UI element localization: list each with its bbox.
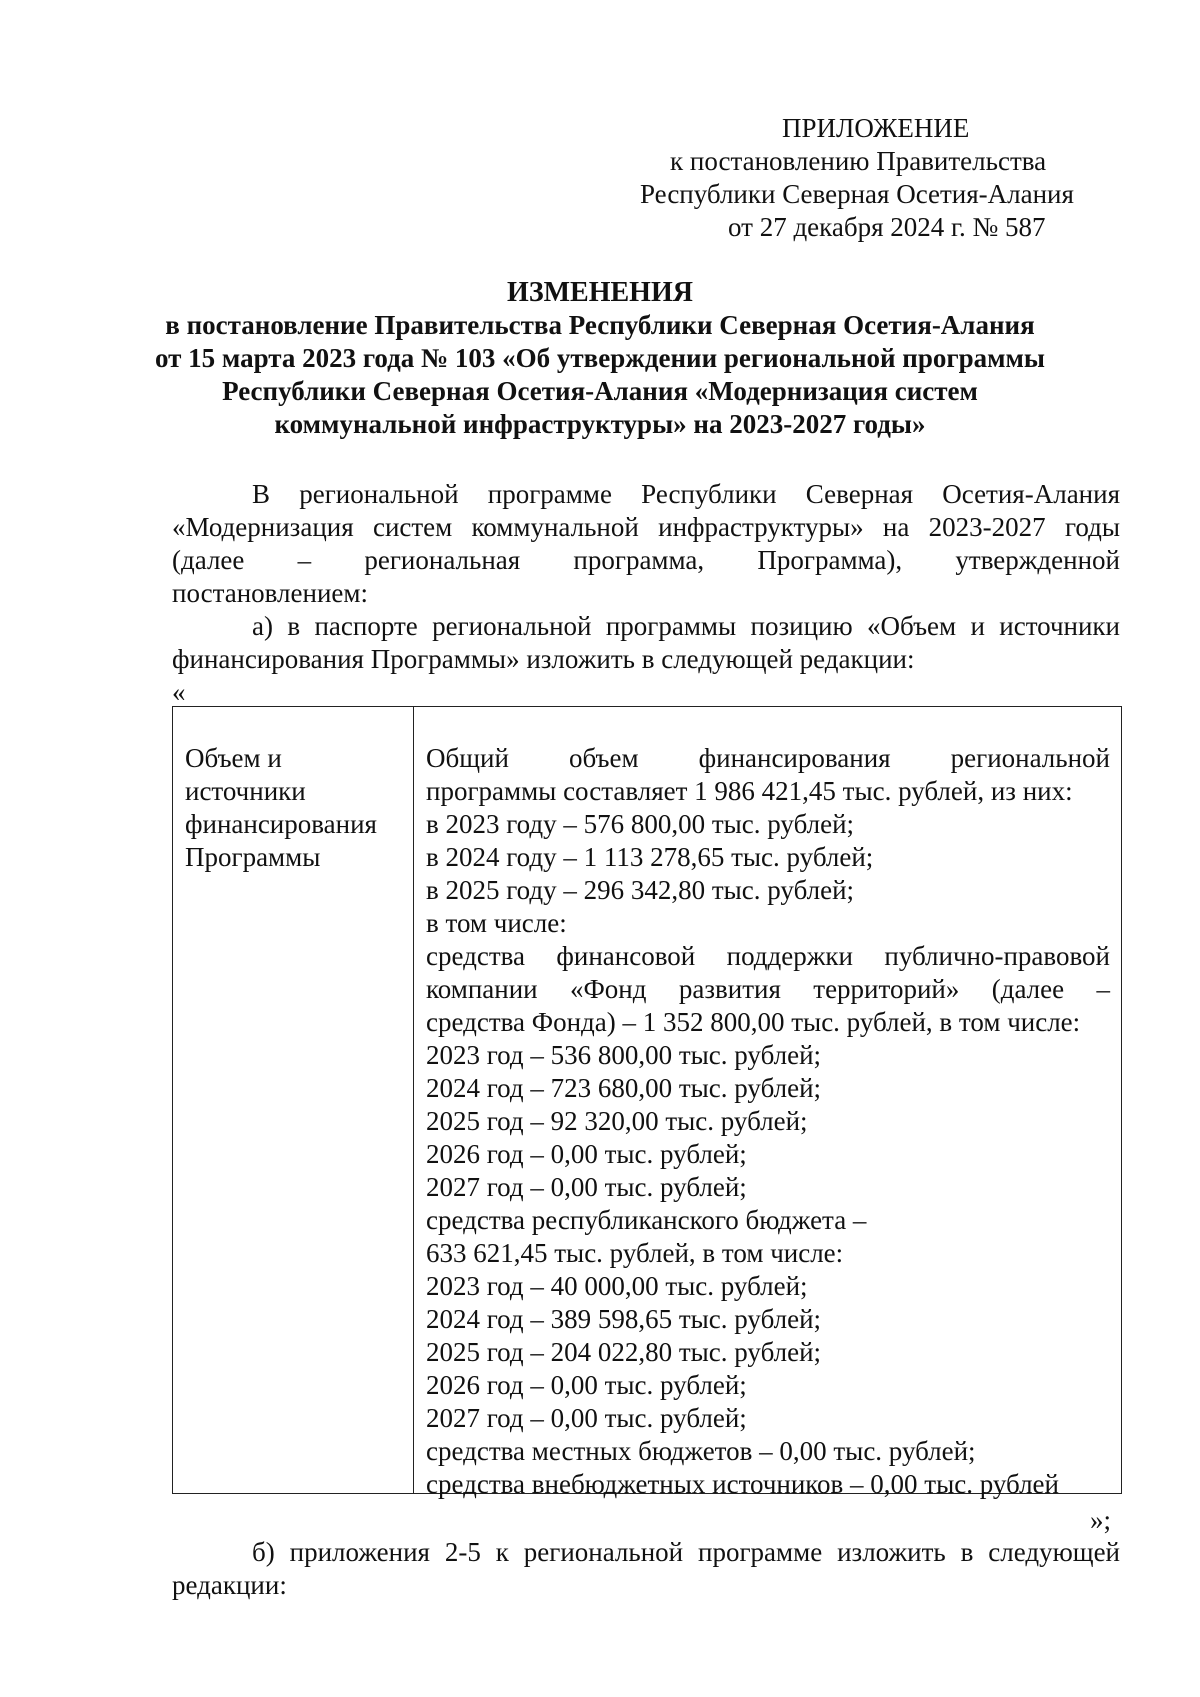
paragraph-a [172, 610, 1120, 676]
value-line: 2023 год – 536 800,00 тыс. рублей; [426, 1040, 822, 1070]
paragraph-line: постановлением: [172, 578, 368, 608]
intro-paragraph [172, 478, 1120, 610]
label-line: Программы [185, 842, 321, 872]
paragraph-line: (далее – региональная программа, Программа), утвержденной [172, 545, 1120, 575]
value-line: 2025 год – 204 022,80 тыс. рублей; [426, 1337, 822, 1367]
opening-quote-mark: « [172, 677, 186, 707]
value-line: 2025 год – 92 320,00 тыс. рублей; [426, 1106, 808, 1136]
value-line: 2026 год – 0,00 тыс. рублей; [426, 1370, 747, 1400]
value-line: в том числе: [426, 908, 567, 938]
paragraph-line: В региональной программе Республики Северная Осетия-Алания [252, 479, 1120, 509]
value-line: 2027 год – 0,00 тыс. рублей; [426, 1172, 747, 1202]
title-line: коммунальной инфраструктуры» на 2023-2027 годы» [274, 409, 926, 439]
document-title [150, 276, 1050, 441]
value-line: средства республиканского бюджета – [426, 1205, 867, 1235]
label-line: Объем и [185, 743, 282, 773]
financing-table [172, 706, 1122, 1499]
value-line: средства внебюджетных источников – 0,00 тыс. рублей [426, 1469, 1059, 1499]
appendix-date-number: от 27 декабря 2024 г. № 587 [728, 212, 1046, 242]
opening-quote [172, 676, 1120, 709]
paragraph-line: а) в паспорте региональной программы позицию «Объем и источники [252, 611, 1120, 641]
value-line: 2023 год – 40 000,00 тыс. рублей; [426, 1271, 808, 1301]
value-line: средства местных бюджетов – 0,00 тыс. рублей; [426, 1436, 976, 1466]
appendix-republic: Республики Северная Осетия-Алания [640, 179, 1074, 209]
value-line: 633 621,45 тыс. рублей, в том числе: [426, 1238, 844, 1268]
value-line: 2026 год – 0,00 тыс. рублей; [426, 1139, 747, 1169]
appendix-reference: к постановлению Правительства [670, 146, 1047, 176]
value-line: средства Фонда) – 1 352 800,00 тыс. рублей, в том числе: [426, 1007, 1081, 1037]
value-line: в 2023 году – 576 800,00 тыс. рублей; [426, 809, 855, 839]
value-line: 2024 год – 389 598,65 тыс. рублей; [426, 1304, 822, 1334]
table-column-divider [413, 707, 414, 1493]
value-line: компании «Фонд развития территорий» (далее – [426, 974, 1110, 1004]
appendix-label: ПРИЛОЖЕНИЕ [782, 113, 970, 143]
closing-quote: »; [1090, 1505, 1112, 1535]
label-line: источники [185, 776, 306, 806]
paragraph-line: финансирования Программы» изложить в следующей редакции: [172, 644, 915, 674]
table-value-cell [426, 742, 1110, 1501]
paragraph-line: «Модернизация систем коммунальной инфраструктуры» на 2023-2027 годы [172, 512, 1120, 542]
paragraph-b [172, 1536, 1120, 1602]
table-label-cell [185, 742, 407, 874]
value-line: 2024 год – 723 680,00 тыс. рублей; [426, 1073, 822, 1103]
paragraph-line: б) приложения 2-5 к региональной программе изложить в следующей [252, 1537, 1120, 1567]
value-line: средства финансовой поддержки публично-правовой [426, 941, 1110, 971]
appendix-header [600, 112, 1160, 244]
value-line: Общий объем финансирования региональной [426, 743, 1110, 773]
value-line: в 2025 году – 296 342,80 тыс. рублей; [426, 875, 855, 905]
value-line: в 2024 году – 1 113 278,65 тыс. рублей; [426, 842, 874, 872]
label-line: финансирования [185, 809, 377, 839]
value-line: программы составляет 1 986 421,45 тыс. рублей, из них: [426, 776, 1073, 806]
title-line: в постановление Правительства Республики Северная Осетия-Алания [165, 310, 1035, 340]
title-line: Республики Северная Осетия-Алания «Модернизация систем [222, 376, 978, 406]
paragraph-line: редакции: [172, 1570, 287, 1600]
title-main: ИЗМЕНЕНИЯ [507, 277, 693, 308]
value-line: 2027 год – 0,00 тыс. рублей; [426, 1403, 747, 1433]
title-line: от 15 марта 2023 года № 103 «Об утверждении региональной программы [154, 343, 1046, 373]
